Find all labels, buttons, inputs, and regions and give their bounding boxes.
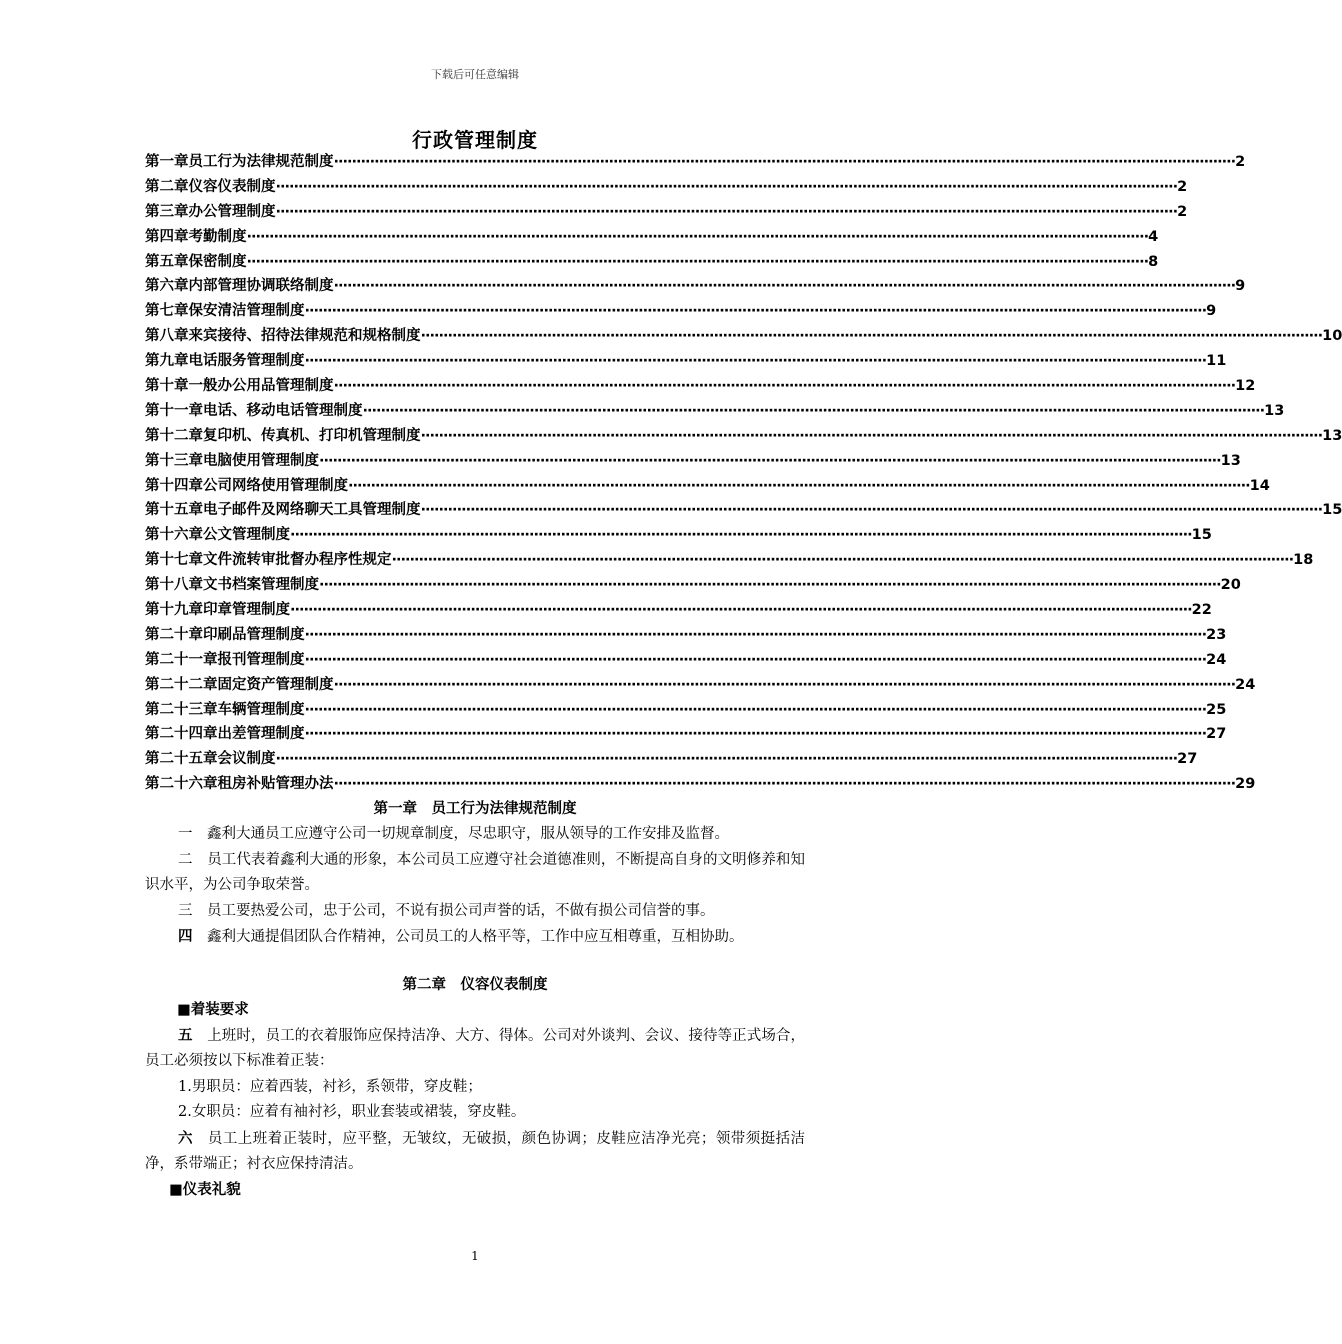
toc-title: 员工行为法律规范制度 <box>188 154 334 170</box>
chapter2-paragraph: 六 员工上班着正装时，应平整，无皱纹，无破损，颜色协调；皮鞋应洁净光亮；领带须挺括洁净，系带端正；衬衣应保持清洁。 <box>145 1129 806 1172</box>
toc-page-number: 13 <box>1322 427 1342 444</box>
toc-page-number: 13 <box>1264 402 1285 419</box>
toc-title: 考勤制度 <box>188 228 247 245</box>
toc-leader-dots: ········································································································································································································ <box>333 676 1236 693</box>
toc-entry[interactable] <box>145 175 1188 200</box>
document-body <box>145 797 805 1203</box>
toc-page-number: 15 <box>1322 502 1342 519</box>
toc-entry[interactable] <box>145 449 1241 474</box>
list-item-female: 2.女职员：应着有袖衬衫，职业套装或裙装，穿皮鞋。 <box>178 1104 526 1120</box>
toc-entry[interactable] <box>145 424 1342 449</box>
toc-page-number: 13 <box>1220 452 1241 469</box>
toc-leader-dots: ········································································································································································································ <box>304 726 1207 743</box>
toc-chapter-label: 第七章 <box>145 303 189 320</box>
toc-chapter-label: 第十二章 <box>145 427 203 444</box>
toc-entry[interactable] <box>145 474 1270 499</box>
toc-title: 文件流转审批督办程序性规定 <box>203 552 392 569</box>
toc-entry[interactable] <box>145 698 1227 723</box>
toc-page-number: 2 <box>1235 154 1246 170</box>
chapter1-paragraph: 四 鑫利大通提倡团队合作精神，公司员工的人格平等，工作中应互相尊重，互相协助。 <box>178 928 744 945</box>
toc-title: 复印机、传真机、打印机管理制度 <box>203 427 421 444</box>
toc-leader-dots: ········································································································································································································ <box>275 178 1178 195</box>
toc-title: 会议制度 <box>217 751 276 768</box>
toc-chapter-label: 第十三章 <box>145 452 203 469</box>
toc-entry[interactable] <box>145 374 1256 399</box>
toc-chapter-label: 第十八章 <box>145 577 203 594</box>
toc-page-number: 18 <box>1293 552 1314 569</box>
toc-entry[interactable] <box>145 772 1256 797</box>
toc-entry[interactable] <box>145 498 1342 523</box>
toc-title: 电话、移动电话管理制度 <box>203 402 363 419</box>
toc-chapter-label: 第五章 <box>145 253 189 270</box>
toc-entry[interactable] <box>145 648 1227 673</box>
toc-title: 内部管理协调联络制度 <box>188 278 334 295</box>
header-note: 下载后可任意编辑 <box>431 68 519 81</box>
toc-page-number: 10 <box>1322 328 1342 345</box>
toc-chapter-label: 第二十章 <box>145 626 203 643</box>
toc-chapter-label: 第八章 <box>145 328 189 345</box>
toc-chapter-label: 第十四章 <box>145 477 203 494</box>
toc-title: 保安清洁管理制度 <box>188 303 305 320</box>
toc-entry[interactable] <box>145 200 1188 225</box>
toc-title: 租房补贴管理办法 <box>217 776 334 793</box>
toc-entry[interactable] <box>145 150 1246 175</box>
toc-chapter-label: 第十五章 <box>145 502 203 519</box>
toc-leader-dots: ········································································································································································································ <box>275 203 1178 220</box>
toc-page-number: 22 <box>1191 602 1212 619</box>
toc-chapter-label: 第二十六章 <box>145 776 218 793</box>
chapter2-paragraph: 五 上班时，员工的衣着服饰应保持洁净、大方、得体。公司对外谈判、会议、接待等正式场合，员工必须按以下标准着正装： <box>145 1026 806 1069</box>
toc-leader-dots: ········································································································································································································ <box>290 527 1192 544</box>
toc-leader-dots: ········································································································································································································ <box>290 602 1192 619</box>
toc-entry[interactable] <box>145 673 1256 698</box>
toc-entry[interactable] <box>145 399 1285 424</box>
document-title: 行政管理制度 <box>412 128 538 152</box>
toc-leader-dots: ········································································································································································································ <box>333 154 1236 170</box>
toc-title: 印刷品管理制度 <box>203 626 305 643</box>
toc-page-number: 15 <box>1191 527 1212 544</box>
toc-entry[interactable] <box>145 349 1227 374</box>
toc-leader-dots: ········································································································································································································ <box>304 626 1207 643</box>
toc-leader-dots: ········································································································································································································ <box>333 378 1236 395</box>
toc-title: 来宾接待、招待法律规范和规格制度 <box>188 328 421 345</box>
toc-entry[interactable] <box>145 225 1159 250</box>
toc-title: 印章管理制度 <box>203 602 290 619</box>
toc-page-number: 29 <box>1235 776 1256 793</box>
toc-title: 固定资产管理制度 <box>217 676 334 693</box>
toc-entry[interactable] <box>145 250 1159 275</box>
toc-page-number: 11 <box>1206 353 1227 370</box>
toc-page-number: 24 <box>1206 651 1227 668</box>
toc-chapter-label: 第六章 <box>145 278 189 295</box>
toc-page-number: 23 <box>1206 626 1227 643</box>
table-of-contents <box>145 150 1342 797</box>
page-number: 1 <box>471 1249 479 1263</box>
toc-leader-dots: ········································································································································································································ <box>391 552 1294 569</box>
toc-leader-dots: ········································································································································································································ <box>319 452 1221 469</box>
chapter1-paragraph: 一 鑫利大通员工应遵守公司一切规章制度，尽忠职守，服从领导的工作安排及监督。 <box>178 826 729 842</box>
list-item-male: 1.男职员：应着西装，衬衫，系领带，穿皮鞋； <box>178 1078 482 1095</box>
toc-title: 车辆管理制度 <box>217 701 305 718</box>
toc-chapter-label: 第二十二章 <box>145 676 218 693</box>
toc-page-number: 9 <box>1206 303 1217 320</box>
toc-page-number: 27 <box>1206 726 1227 743</box>
toc-chapter-label: 第十章 <box>145 378 189 395</box>
toc-leader-dots: ········································································································································································································ <box>333 278 1236 295</box>
toc-page-number: 9 <box>1235 278 1246 295</box>
toc-entry[interactable] <box>145 548 1314 573</box>
toc-title: 电话服务管理制度 <box>188 353 305 370</box>
toc-page-number: 2 <box>1177 178 1188 195</box>
toc-chapter-label: 第二十三章 <box>145 701 218 718</box>
toc-chapter-label: 第二十四章 <box>145 726 218 743</box>
toc-chapter-label: 第十一章 <box>145 402 203 419</box>
toc-leader-dots: ········································································································································································································ <box>333 776 1236 793</box>
toc-title: 公文管理制度 <box>203 527 290 544</box>
toc-chapter-label: 第九章 <box>145 353 189 370</box>
toc-chapter-label: 第二章 <box>145 178 189 195</box>
toc-title: 仪容仪表制度 <box>188 178 276 195</box>
toc-page-number: 12 <box>1235 378 1256 395</box>
toc-title: 办公管理制度 <box>188 203 276 220</box>
toc-title: 公司网络使用管理制度 <box>203 477 348 494</box>
toc-title: 出差管理制度 <box>217 726 305 743</box>
toc-title: 报刊管理制度 <box>217 651 305 668</box>
toc-leader-dots: ········································································································································································································ <box>246 253 1149 270</box>
toc-leader-dots: ········································································································································································································ <box>304 651 1207 668</box>
toc-leader-dots: ········································································································································································································ <box>319 577 1221 594</box>
toc-page-number: 8 <box>1148 253 1159 270</box>
toc-page-number: 4 <box>1148 228 1159 245</box>
toc-entry[interactable] <box>145 722 1227 747</box>
toc-entry[interactable] <box>145 274 1246 299</box>
toc-leader-dots: ········································································································································································································ <box>348 477 1250 494</box>
toc-chapter-label: 第一章 <box>145 154 189 170</box>
toc-chapter-label: 第二十一章 <box>145 651 218 668</box>
toc-leader-dots: ········································································································································································································ <box>275 751 1178 768</box>
toc-leader-dots: ········································································································································································································ <box>304 701 1207 718</box>
toc-chapter-label: 第十九章 <box>145 602 203 619</box>
section-heading-appearance: ■仪表礼貌 <box>169 1181 241 1198</box>
toc-chapter-label: 第三章 <box>145 203 189 220</box>
section-heading-dress: ■着装要求 <box>177 1001 249 1018</box>
toc-title: 一般办公用品管理制度 <box>188 378 334 395</box>
toc-leader-dots: ········································································································································································································ <box>420 328 1323 345</box>
chapter1-heading: 第一章 员工行为法律规范制度 <box>373 801 577 817</box>
toc-title: 电脑使用管理制度 <box>203 452 319 469</box>
toc-chapter-label: 第十七章 <box>145 552 203 569</box>
toc-entry[interactable] <box>145 598 1212 623</box>
toc-chapter-label: 第四章 <box>145 228 189 245</box>
chapter1-paragraph: 三 员工要热爱公司，忠于公司，不说有损公司声誉的话，不做有损公司信誉的事。 <box>178 902 715 919</box>
toc-title: 文书档案管理制度 <box>203 577 319 594</box>
toc-leader-dots: ········································································································································································································ <box>420 427 1323 444</box>
toc-page-number: 14 <box>1249 477 1270 494</box>
spacer <box>145 951 805 973</box>
toc-page-number: 2 <box>1177 203 1188 220</box>
toc-entry[interactable] <box>145 324 1342 349</box>
toc-title: 保密制度 <box>188 253 247 270</box>
toc-chapter-label: 第二十五章 <box>145 751 218 768</box>
toc-leader-dots: ········································································································································································································ <box>304 303 1207 320</box>
toc-entry[interactable] <box>145 623 1227 648</box>
chapter1-paragraph: 二 员工代表着鑫利大通的形象，本公司员工应遵守社会道德准则，不断提高自身的文明修养和知识水平，为公司争取荣誉。 <box>145 851 806 893</box>
toc-title: 电子邮件及网络聊天工具管理制度 <box>203 502 421 519</box>
toc-entry[interactable] <box>145 573 1241 598</box>
toc-leader-dots: ········································································································································································································ <box>246 228 1149 245</box>
toc-page-number: 27 <box>1177 751 1198 768</box>
toc-page-number: 24 <box>1235 676 1256 693</box>
toc-entry[interactable] <box>145 299 1217 324</box>
toc-page-number: 25 <box>1206 701 1227 718</box>
toc-entry[interactable] <box>145 747 1198 772</box>
toc-leader-dots: ········································································································································································································ <box>420 502 1323 519</box>
toc-page-number: 20 <box>1220 577 1241 594</box>
chapter2-heading: 第二章 仪容仪表制度 <box>402 976 548 993</box>
toc-chapter-label: 第十六章 <box>145 527 203 544</box>
toc-entry[interactable] <box>145 523 1212 548</box>
toc-leader-dots: ········································································································································································································ <box>304 353 1207 370</box>
toc-leader-dots: ········································································································································································································ <box>362 402 1265 419</box>
